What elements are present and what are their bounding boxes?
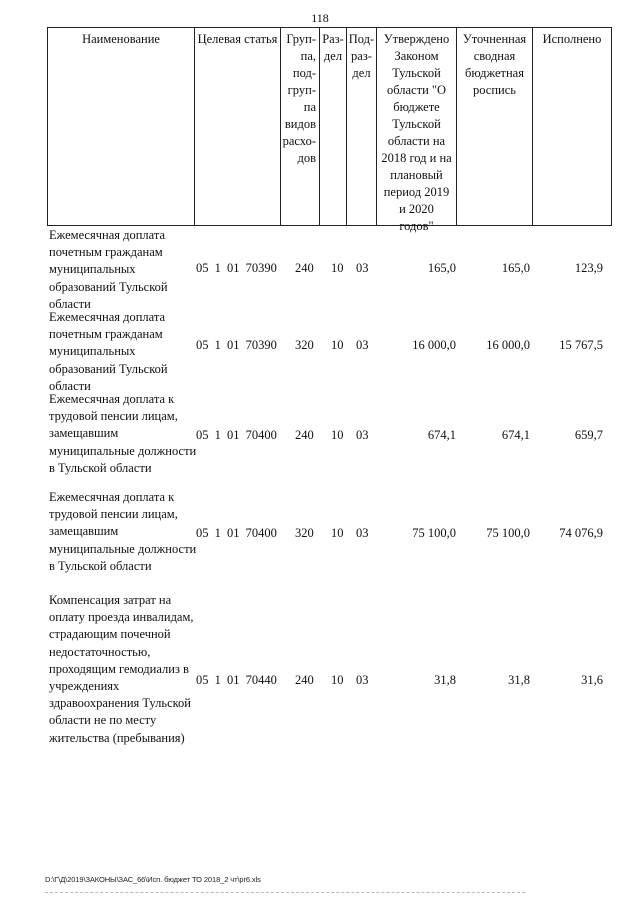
row-group: 240 (295, 261, 314, 275)
table-row (0, 489, 640, 585)
row-group: 240 (295, 673, 314, 687)
row-target: 05 1 01 70390 (196, 261, 277, 275)
file-path-footer: D:\Г\Д\2019\ЗАКОНЫ\ЗАС_66\Исп. бюджет ТО 2018_2 чт\pr6.xls (45, 875, 261, 884)
row-refined: 75 100,0 (486, 526, 530, 540)
row-section: 10 (331, 526, 344, 540)
table-row (0, 592, 640, 772)
row-approved: 16 000,0 (412, 338, 456, 352)
col-header-target: Целевая статья (195, 28, 281, 226)
row-refined: 165,0 (501, 261, 530, 275)
row-target: 05 1 01 70400 (196, 526, 277, 540)
row-approved: 31,8 (434, 673, 456, 687)
row-refined: 16 000,0 (486, 338, 530, 352)
row-refined: 674,1 (501, 428, 530, 442)
row-section: 10 (331, 673, 344, 687)
row-group: 320 (295, 338, 314, 352)
row-approved: 75 100,0 (412, 526, 456, 540)
col-header-section: Раз- дел (320, 28, 347, 226)
table-row (0, 227, 640, 311)
row-group: 320 (295, 526, 314, 540)
row-target: 05 1 01 70440 (196, 673, 277, 687)
row-name: Ежемесячная доплата почетным гражданам муниципальных образований Тульской области (49, 228, 168, 311)
footer-divider (45, 892, 525, 893)
row-executed: 74 076,9 (559, 526, 603, 540)
row-subsection: 03 (356, 673, 369, 687)
col-header-approved: Утверждено Законом Тульской области "О бюджете Тульской области на 2018 год и на плановый период 2019 и 2020 годов" (377, 28, 457, 226)
row-approved: 674,1 (427, 428, 456, 442)
row-name: Ежемесячная доплата к трудовой пенсии лицам, замещавшим муниципальные должности в Тульской области (49, 490, 197, 573)
col-header-subsection: Под- раз- дел (347, 28, 377, 226)
row-section: 10 (331, 261, 344, 275)
page-number: 118 (311, 11, 329, 25)
row-executed: 123,9 (574, 261, 603, 275)
col-header-executed: Исполнено (533, 28, 612, 226)
row-subsection: 03 (356, 428, 369, 442)
table-row (0, 309, 640, 393)
row-approved: 165,0 (427, 261, 456, 275)
row-section: 10 (331, 338, 344, 352)
row-refined: 31,8 (508, 673, 530, 687)
col-header-group: Груп- па, под- груп- па видов расхо- дов (281, 28, 320, 226)
row-group: 240 (295, 428, 314, 442)
row-name: Компенсация затрат на оплату проезда инвалидам, страдающим почечной недостаточностью, проходящим гемодиализ в учреждениях здравоохранения Тульской области не по месту жительства (пребывания) (49, 593, 194, 745)
row-name: Ежемесячная доплата к трудовой пенсии лицам, замещавшим муниципальные должности в Тульской области (49, 392, 197, 475)
row-target: 05 1 01 70400 (196, 428, 277, 442)
row-section: 10 (331, 428, 344, 442)
row-name: Ежемесячная доплата почетным гражданам муниципальных образований Тульской области (49, 310, 168, 393)
row-subsection: 03 (356, 261, 369, 275)
col-header-name: Наименование (48, 28, 195, 226)
table-header (47, 27, 612, 233)
row-executed: 15 767,5 (559, 338, 603, 352)
row-executed: 31,6 (581, 673, 603, 687)
row-executed: 659,7 (574, 428, 603, 442)
col-header-refined: Уточненная сводная бюджетная роспись (457, 28, 533, 226)
table-row (0, 391, 640, 487)
row-subsection: 03 (356, 338, 369, 352)
row-subsection: 03 (356, 526, 369, 540)
row-target: 05 1 01 70390 (196, 338, 277, 352)
